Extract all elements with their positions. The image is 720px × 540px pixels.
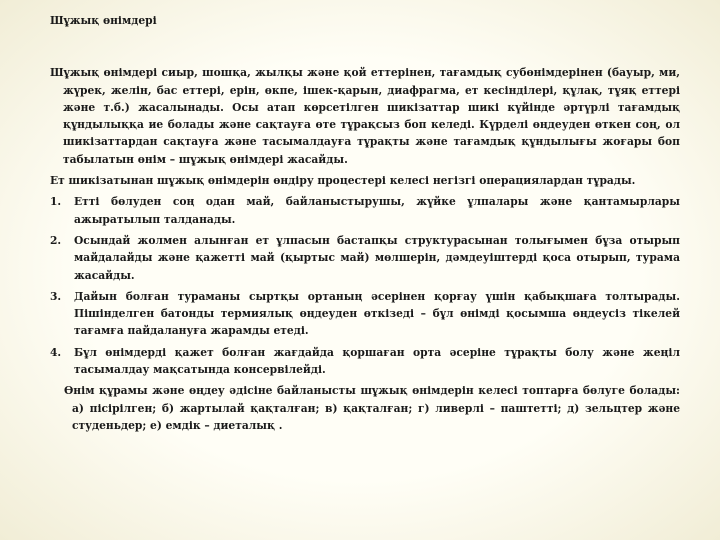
list-item-number: 1. [50, 195, 62, 209]
document-body [50, 12, 680, 434]
list-item-text: Дайын болған тураманы сыртқы ортаның әсерінен қорғау үшін қабықшаға толтырады. Пішінделген батонды термиялық өңдеуден өткізеді – бұл өнімді қосымша өңдеусіз тікелей тағамға пайдалануға жарамды етеді. [74, 289, 680, 338]
list-item [50, 232, 680, 284]
list-item [50, 344, 680, 379]
list-item-text: Осындай жолмен алынған ет ұлпасын бастапқы структурасынан толығымен бұза отырып майдалайды және қажетті май (қыртыс май) мөлшерін, дәмдеуіштерді қоса отырып, турама жасайды. [74, 233, 680, 282]
intro-paragraph: Шұжық өнімдері сиыр, шошқа, жылқы және қой еттерінен, тағамдық субөнімдерінен (бауыр, ми, жүрек, желін, бас еттері, ерін, өкпе, ішек-қарын, диафрагма, ет кесінділері, құлақ, тұяқ еттері және т.б.) жасалынады. Осы атап көрсетілген шикізаттар шикі күйінде әртүрлі тағамдық құндылыққа ие болады және сақтауға өте тұрақсыз боп келеді. Күрделі өңдеуден өткен соң, ол шикізаттардан сақтауға және тасымалдауға тұрақты және тағамдық құндылығы жоғары боп табылатын өнім – шұжық өнімдері жасайды. [50, 66, 680, 166]
classification-paragraph: Өнім құрамы және өңдеу әдісіне байланысты шұжық өнімдерін келесі топтарға бөлуге болады: а) пісірілген; б) жартылай қақталған; в) қақталған; г) ливерлі – паштетті; д) зельцтер және студеньдер; е) емдік – диеталық . [64, 384, 680, 432]
document-title: Шұжық өнімдері [50, 14, 157, 27]
list-item-number: 4. [50, 345, 62, 359]
list-item-text: Бұл өнімдерді қажет болған жағдайда қоршаған орта әсеріне тұрақты болу және жеңіл тасымалдау мақсатында консервілейді. [74, 345, 680, 377]
list-item [50, 193, 680, 228]
list-item [50, 288, 680, 340]
list-item-number: 3. [50, 289, 62, 303]
list-item-number: 2. [50, 233, 62, 247]
list-item-text: Етті бөлуден соң одан май, байланыстырушы, жүйке ұлпалары және қантамырлары ажыратылып талданады. [74, 195, 680, 226]
process-intro-paragraph: Ет шикізатынан шұжық өнімдерін өндіру процестері келесі негізгі операциялардан тұрады. [50, 174, 636, 188]
